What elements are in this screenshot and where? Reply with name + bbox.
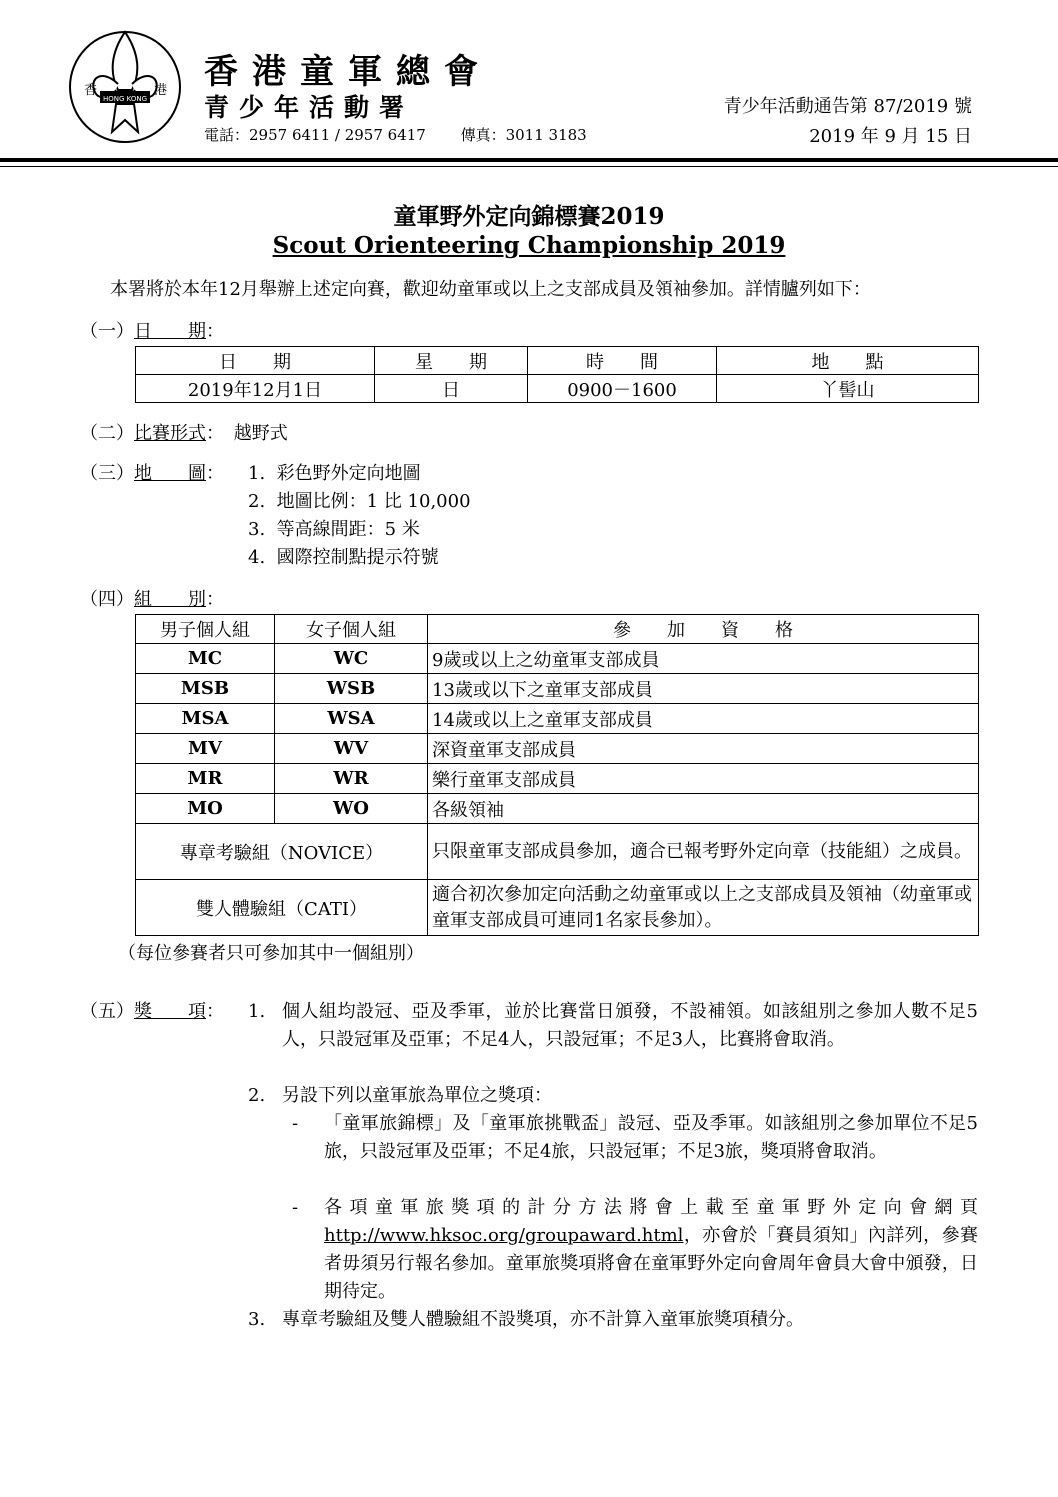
sec5-number: （五） bbox=[80, 1001, 134, 1022]
men-class: MO bbox=[136, 794, 275, 824]
sec2-value: 越野式 bbox=[233, 423, 288, 444]
sec1-colon: ： bbox=[206, 321, 224, 342]
table-row bbox=[136, 734, 979, 764]
category-table bbox=[135, 614, 979, 936]
women-class: WO bbox=[275, 794, 428, 824]
eligibility: 14歲或以上之童軍支部成員 bbox=[428, 704, 979, 734]
women-class: WC bbox=[275, 644, 428, 674]
men-class: MSA bbox=[136, 704, 275, 734]
scout-logo bbox=[66, 24, 184, 150]
sec2-heading bbox=[80, 420, 288, 448]
award-item-3: 專章考驗組及雙人體驗組不設獎項，亦不計算入童軍旅獎項積分。 bbox=[282, 1309, 804, 1330]
cati-class: 雙人體驗組（CATI） bbox=[136, 880, 428, 936]
award-item-1: 個人組均設冠、亞及季軍，並於比賽當日頒發，不設補領。如該組別之參加人數不足5人，只設冠軍及亞軍；不足4人，只設冠軍；不足3人，比賽將會取消。 bbox=[282, 1001, 978, 1050]
title-english: Scout Orienteering Championship 2019 bbox=[272, 232, 786, 259]
table-row bbox=[136, 764, 979, 794]
title-chinese: 童軍野外定向錦標賽2019 bbox=[393, 203, 665, 230]
novice-class: 專章考驗組（NOVICE） bbox=[136, 824, 428, 880]
women-class: WSA bbox=[275, 704, 428, 734]
sec4-number: （四） bbox=[80, 589, 134, 610]
sec1-heading bbox=[80, 318, 224, 346]
map-item-text: 彩色野外定向地圖 bbox=[276, 463, 421, 484]
map-item-text: 國際控制點提示符號 bbox=[276, 547, 439, 568]
category-header: 女子個人組 bbox=[275, 615, 428, 644]
logo-ribbon-text: HONG KONG bbox=[102, 95, 148, 103]
men-class: MSB bbox=[136, 674, 275, 704]
intro-paragraph: 本署將於本年12月舉辦上述定向賽，歡迎幼童軍或以上之支部成員及領袖參加。詳情臚列如下： bbox=[110, 279, 871, 300]
table-row bbox=[136, 704, 979, 734]
notice-number: 青少年活動通告第 87/2019 號 bbox=[723, 96, 972, 117]
logo-right-char: 港 bbox=[154, 83, 168, 98]
list-number: 3. bbox=[248, 519, 266, 540]
table-row bbox=[136, 880, 979, 936]
list-number: 1. bbox=[248, 1001, 266, 1022]
sec5-colon: ： bbox=[206, 1001, 224, 1022]
sec4-label: 組 別 bbox=[134, 589, 206, 610]
men-class: MV bbox=[136, 734, 275, 764]
table-row bbox=[136, 824, 979, 880]
women-class: WV bbox=[275, 734, 428, 764]
category-note: （每位參賽者只可參加其中一個組別） bbox=[118, 943, 424, 964]
sec5-label: 獎 項 bbox=[134, 1001, 206, 1022]
table-row bbox=[136, 644, 979, 674]
contact-line: 電話：2957 6411 / 2957 6417 傳真：3011 3183 bbox=[204, 126, 587, 144]
sec3-heading bbox=[80, 460, 224, 488]
dash-bullet: - bbox=[292, 1197, 299, 1218]
venue-cell: 丫髻山 bbox=[717, 375, 979, 403]
eligibility: 13歲或以下之童軍支部成員 bbox=[428, 674, 979, 704]
sec1-label: 日 期 bbox=[134, 321, 206, 342]
list-number: 2. bbox=[248, 1085, 266, 1106]
logo-left-char: 香 bbox=[84, 83, 98, 98]
men-class: MR bbox=[136, 764, 275, 794]
sec3-label: 地 圖 bbox=[134, 463, 206, 484]
sec2-label: 比賽形式 bbox=[134, 423, 206, 444]
org-name: 香港童軍總會 bbox=[204, 52, 492, 92]
men-class: MC bbox=[136, 644, 275, 674]
date-cell: 2019年12月1日 bbox=[136, 375, 375, 403]
award-bullet-2-rest: ，亦會於「賽員須知」內詳列，參賽者毋須另行報名參加。童軍旅獎項將會在童軍野外定向會周年會員大會中頒發，日期待定。 bbox=[324, 1225, 978, 1302]
award-item-2: 另設下列以童軍旅為單位之獎項： bbox=[282, 1085, 552, 1106]
header-divider-thin bbox=[0, 166, 1058, 167]
date-table-header: 星 期 bbox=[375, 347, 528, 375]
table-row bbox=[136, 794, 979, 824]
notice-date: 2019 年 9 月 15 日 bbox=[809, 126, 972, 147]
women-class: WSB bbox=[275, 674, 428, 704]
eligibility: 樂行童軍支部成員 bbox=[428, 764, 979, 794]
women-class: WR bbox=[275, 764, 428, 794]
date-table bbox=[135, 346, 979, 403]
dept-name: 青少年活動署 bbox=[204, 93, 415, 122]
map-item-text: 等高線間距：5 米 bbox=[276, 519, 420, 540]
dash-bullet: - bbox=[292, 1113, 299, 1134]
sec5-heading bbox=[80, 998, 224, 1026]
list-number: 1. bbox=[248, 463, 266, 484]
sec4-colon: ： bbox=[206, 589, 224, 610]
eligibility: 各級領袖 bbox=[428, 794, 979, 824]
list-number: 3. bbox=[248, 1309, 266, 1330]
date-table-header: 時 間 bbox=[528, 347, 717, 375]
award-bullet-2 bbox=[324, 1194, 978, 1306]
table-row bbox=[136, 674, 979, 704]
award-bullet-1: 「童軍旅錦標」及「童軍旅挑戰盃」設冠、亞及季軍。如該組別之參加單位不足5旅，只設冠軍及亞軍；不足4旅，只設冠軍；不足3旅，獎項將會取消。 bbox=[324, 1113, 978, 1162]
weekday-cell: 日 bbox=[375, 375, 528, 403]
sec3-colon: ： bbox=[206, 463, 224, 484]
eligibility: 只限童軍支部成員參加，適合已報考野外定向章（技能組）之成員。 bbox=[428, 824, 979, 880]
eligibility: 深資童軍支部成員 bbox=[428, 734, 979, 764]
header-divider-thick bbox=[0, 158, 1058, 162]
eligibility: 適合初次參加定向活動之幼童軍或以上之支部成員及領袖（幼童軍或童軍支部成員可連同1名家長參加）。 bbox=[428, 880, 979, 936]
sec2-number: （二） bbox=[80, 423, 134, 444]
map-item bbox=[248, 544, 439, 572]
list-number: 2. bbox=[248, 491, 266, 512]
eligibility: 9歲或以上之幼童軍支部成員 bbox=[428, 644, 979, 674]
group-award-link[interactable]: http://www.hksoc.org/groupaward.html bbox=[324, 1225, 684, 1246]
sec3-number: （三） bbox=[80, 463, 134, 484]
sec2-colon: ： bbox=[206, 423, 224, 444]
date-table-header: 地 點 bbox=[717, 347, 979, 375]
sec1-number: （一） bbox=[80, 321, 134, 342]
list-number: 4. bbox=[248, 547, 266, 568]
date-table-header: 日 期 bbox=[136, 347, 375, 375]
category-header: 男子個人組 bbox=[136, 615, 275, 644]
map-item bbox=[248, 460, 421, 488]
map-item bbox=[248, 488, 471, 516]
map-item bbox=[248, 516, 420, 544]
time-cell: 0900－1600 bbox=[528, 375, 717, 403]
sec4-heading bbox=[80, 586, 224, 614]
category-header: 參 加 資 格 bbox=[428, 615, 979, 644]
award-bullet-2-text: 各項童軍旅獎項的計分方法將會上載至童軍野外定向會網頁 bbox=[324, 1197, 978, 1218]
map-item-text: 地圖比例：1 比 10,000 bbox=[276, 491, 471, 512]
